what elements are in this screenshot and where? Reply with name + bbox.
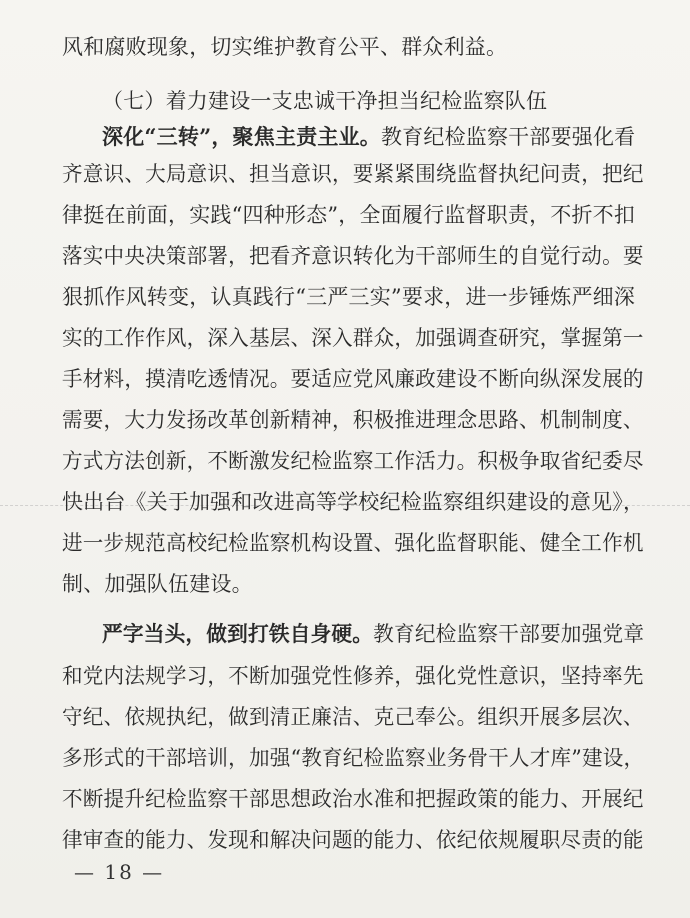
paragraph-1-line-8: 需要，大力发扬改革创新精神，积极推进理念思路、机制制度、 — [62, 408, 644, 432]
paragraph-1-line-2: 齐意识、大局意识、担当意识，要紧紧围绕监督执纪问责，把纪 — [62, 162, 644, 186]
paragraph-1-line-3: 律挺在前面，实践“四种形态”，全面履行监督职责，不折不扣 — [62, 203, 636, 227]
paragraph-1-line-9: 方式方法创新，不断激发纪检监察工作活力。积极争取省纪委尽 — [62, 449, 644, 473]
paragraph-1-line-12: 制、加强队伍建设。 — [62, 572, 253, 596]
paragraph-1-line-4: 落实中央决策部署，把看齐意识转化为干部师生的自觉行动。要 — [62, 244, 644, 268]
paragraph-2-line-3: 守纪、依规执纪，做到清正廉洁、克己奉公。组织开展多层次、 — [62, 705, 644, 729]
paragraph-1-line-10: 快出台《关于加强和改进高等学校纪检监察组织建设的意见》， — [62, 490, 645, 514]
paragraph-1-line-11: 进一步规范高校纪检监察机构设置、强化监督职能、健全工作机 — [62, 531, 644, 555]
paragraph-1-lead: 深化“三转”，聚焦主责主业。 — [102, 124, 381, 149]
paragraph-2-line-2: 和党内法规学习，不断加强党性修养，强化党性意识，坚持率先 — [62, 664, 644, 688]
paragraph-2-line-6: 律审查的能力、发现和解决问题的能力、依纪依规履职尽责的能 — [62, 828, 644, 852]
paragraph-1-line-6: 实的工作作风，深入基层、深入群众，加强调查研究，掌握第一 — [62, 326, 644, 350]
paragraph-2-line-1: 严字当头，做到打铁自身硬。教育纪检监察干部要加强党章 — [102, 621, 645, 646]
text-line-1: 风和腐败现象，切实维护教育公平、群众利益。 — [62, 35, 508, 59]
paragraph-1-line-7: 手材料，摸清吃透情况。要适应党风廉政建设不断向纵深发展的 — [62, 367, 644, 391]
section-heading: （七）着力建设一支忠诚干净担当纪检监察队伍 — [102, 89, 548, 113]
paragraph-1-line-1: 深化“三转”，聚焦主责主业。教育纪检监察干部要强化看 — [102, 124, 636, 149]
paragraph-2-line-5: 不断提升纪检监察干部思想政治水准和把握政策的能力、开展纪 — [62, 787, 644, 811]
paragraph-2-lead: 严字当头，做到打铁自身硬。 — [102, 621, 374, 646]
paragraph-1-line-5: 狠抓作风转变，认真践行“三严三实”要求，进一步锤炼严细深 — [62, 285, 636, 309]
paragraph-2-line-4: 多形式的干部培训，加强“教育纪检监察业务骨干人才库”建设， — [62, 746, 645, 770]
page-number: — 18 — — [74, 860, 165, 884]
